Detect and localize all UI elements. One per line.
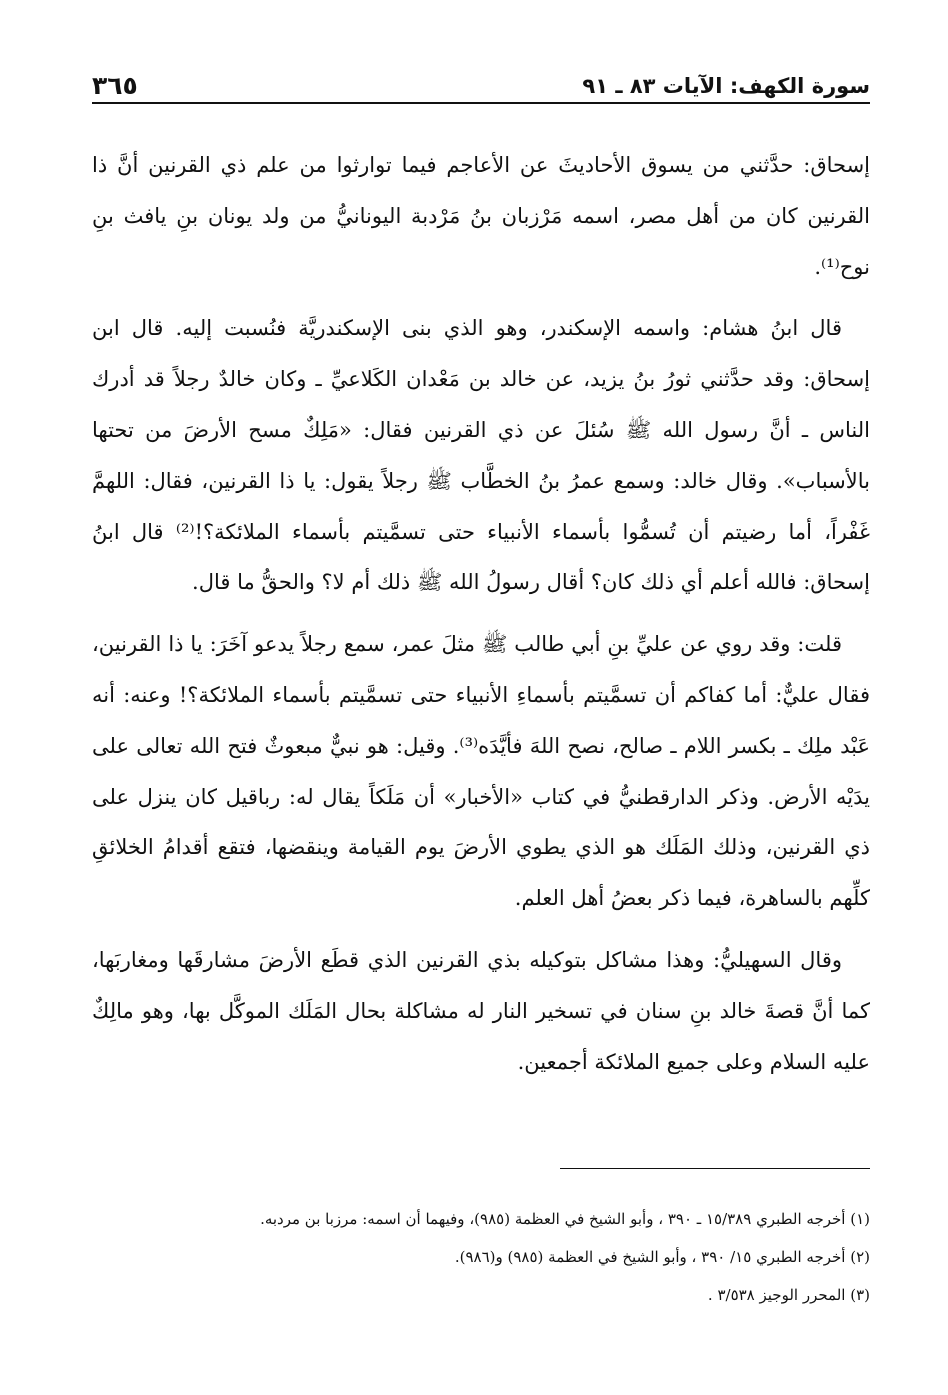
footnotes xyxy=(92,1200,870,1314)
footnote-2: (٢) أخرجه الطبري ١٥/ ٣٩٠ ، وأبو الشيخ في العظمة (٩٨٥) و(٩٨٦). xyxy=(454,1248,870,1266)
paragraph-1: إسحاق: حدَّثني من يسوق الأحاديثَ عن الأعاجم فيما توارثوا من علم ذي القرنين أنَّ ذا القرنين كان من أهل مصر، اسمه مَرْزبان بنُ مَرْدبة اليونانيُّ من ولد يونان بنِ يافث بنِ نوح⁽¹⁾. xyxy=(92,153,870,279)
paragraph-4: وقال السهيليُّ: وهذا مشاكل بتوكيله بذي القرنين الذي قطَع الأرضَ مشارقَها ومغاربَها، كما أنَّ قصةَ خالد بنِ سنان في تسخير النار له مشاكلة بحال المَلَك الموكَّل بها، وهو مالِكٌ عليه السلام وعلى جميع الملائكة أجمعين. xyxy=(92,947,870,1074)
main-text xyxy=(92,140,870,1098)
footnote-3: (٣) المحرر الوجيز ٣/٥٣٨ . xyxy=(707,1286,870,1304)
running-header xyxy=(92,62,870,104)
paragraph-3: قلت: وقد روي عن عليِّ بنِ أبي طالب ﷺ مثلَ عمر، سمع رجلاً يدعو آخَرَ: يا ذا القرنين، فقال عليٌّ: أما كفاكم أن تسمَّيتم بأسماءِ الأنبياء حتى تسمَّيتم بأسماء الملائكة؟! وعنه: أنه عَبْد ملِك ـ بكسر اللام ـ صالح، نصح اللهَ فأيَّدَه⁽³⁾. وقيل: هو نبيٌّ مبعوثٌ فتح الله تعالى على يدَيْه الأرض. وذكر الدارقطنيُّ في كتاب «الأخبار» أن مَلَكاً يقال له: رباقيل كان ينزل على ذي القرنين، وذلك المَلَك هو الذي يطوي الأرضَ يوم القيامة وينقضها، فتقع أقدامُ الخلائقِ كلِّهم بالساهرة، فيما ذكر بعضُ أهل العلم. xyxy=(92,632,871,911)
paragraph-2: قال ابنُ هشام: واسمه الإسكندر، وهو الذي بنى الإسكندريَّة فنُسبت إليه. قال ابن إسحاق: وقد حدَّثني ثورُ بنُ يزيد، عن خالد بن مَعْدان الكَلاعيِّ ـ وكان خالدٌ رجلاً قد أدرك الناس ـ أنَّ رسول الله ﷺ سُئلَ عن ذي القرنين فقال: «مَلِكٌ مسح الأرضَ من تحتها بالأسباب». وقال خالد: وسمع عمرُ بنُ الخطَّاب ﷺ رجلاً يقول: يا ذا القرنين، فقال: اللهمَّ غَفْراً، أما رضيتم أن تُسمُّوا بأسماء الأنبياء حتى تسمَّيتم بأسماء الملائكة؟!⁽²⁾ قال ابنُ إسحاق: فالله أعلم أي ذلك كان؟ أقال رسولُ الله ﷺ ذلك أم لا؟ والحقُّ ما قال. xyxy=(92,316,870,595)
footnote-1: (١) أخرجه الطبري ١٥/٣٨٩ ـ ٣٩٠ ، وأبو الشيخ في العظمة (٩٨٥)، وفيهما أن اسمه: مرزبا بن مردبه. xyxy=(260,1210,870,1228)
footnote-divider xyxy=(560,1168,870,1169)
chapter-title: سورة الكهف: الآيات ٨٣ ـ ٩١ xyxy=(582,74,870,98)
page-number: ٣٦٥ xyxy=(92,71,138,100)
